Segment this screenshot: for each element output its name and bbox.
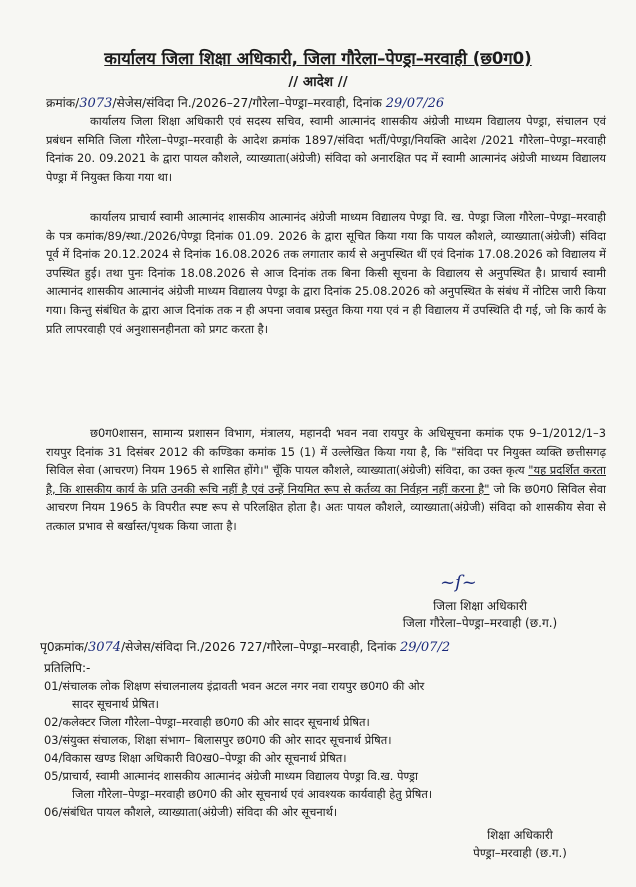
- copy-to-title: प्रतिलिपि:-: [44, 661, 91, 675]
- signature-block-2: [420, 826, 620, 862]
- ref-prefix: क्रमांक/: [46, 96, 80, 110]
- paragraph-appointment: कार्यालय जिला शिक्षा अधिकारी एवं सदस्य सचिव, स्वामी आत्मानंद शासकीय अंग्रेजी माध्यम विद्यालय पेण्ड्रा, संचालन एवं प्रबंधन समिति जिला गौरेला–पेण्ड्रा–मरवाही के आदेश क्रमांक 1897/संविदा भर्ती/पेण्ड्रा/नियक्ति आदेश /2021 गौरेला–पेण्ड्रा–मरवाही दिनांक 20. 09.2021 के द्वारा पायल कौशले, व्याख्याता(अंग्रेजी) संविदा को अनारक्षित पद में स्वामी आत्मानंद अंग्रेजी माध्यम विद्यालय पेण्ड्रा में नियुक्त किया गया था।: [46, 114, 606, 184]
- copy-ref-middle: /सेजेस/संविदा नि./2026 727/गौरेला–पेण्ड्रा–मरवाही, दिनांक: [121, 640, 400, 654]
- copy-ref-prefix: पृ0क्रमांक/: [40, 640, 88, 654]
- paragraph-dismissal: [46, 424, 606, 536]
- list-item: 06/संबंधित पायल कौशले, व्याख्याता(अंग्रेजी) संविदा की ओर सूचनार्थ।: [44, 805, 338, 819]
- dismissal-text-a: छ0ग0शासन, सामान्य प्रशासन विभाग, मंत्रालय, महानदी भवन नवा रायपुर के अधिसूचना कमांक एफ 9–1/2012/1–3 रायपुर दिनांक 31 दिसंबर 2012 की कण्डिका कमांक 15 (1) में उल्लेखित किया गया है, कि "संविदा पर नियुक्त व्यक्ति छत्तीसगढ़ सिविल सेवा (आचरण) नियम 1965 से शासित होंगे।" चूँकि पायल कौशले, व्याख्याता(अंग्रेजी) संविदा, का उक्त कृत्य: [46, 426, 606, 478]
- order-heading: // आदेश //: [288, 74, 348, 90]
- dismissal-text-b: जो कि छ0ग0 सिविल सेवा आचरण नियम 1965 के विपरीत स्पष्ट रूप से परिलक्षित होता है। अतः पायल कौशले, व्याख्याता(अंग्रेजी) संविदा को शासकीय सेवा से तत्काल प्रभाव से बर्खास्त/पृथक किया जाता है।: [46, 481, 606, 533]
- list-item: 01/संचालक लोक शिक्षण संचालनालय इंद्रावती भवन अटल नगर नवा रायपुर छ0ग0 की ओर सादर सूचनार्थ प्रेषित।: [44, 679, 425, 711]
- list-item: 02/कलेक्टर जिला गौरेला–पेण्ड्रा–मरवाही छ0ग0 की ओर सादर सूचनार्थ प्रेषित।: [44, 715, 370, 729]
- list-item: 03/संयुक्त संचालक, शिक्षा संभाग– बिलासपुर छ0ग0 की ओर सादर सूचनार्थ प्रेषित।: [44, 733, 392, 747]
- copy-ref-number: 3074: [87, 640, 122, 655]
- signature-block: [370, 598, 590, 632]
- ref-middle: /सेजेस/संविदा नि./2026–27/गौरेला–पेण्ड्रा–मरवाही, दिनांक: [112, 96, 386, 110]
- signature-designation: जिला शिक्षा अधिकारी: [433, 599, 527, 613]
- signature-office: जिला गौरेला–पेण्ड्रा–मरवाही (छ.ग.): [402, 616, 558, 630]
- copy-reference-line: [40, 638, 628, 655]
- ref-number: 3073: [79, 96, 113, 111]
- copy-to-list: [44, 677, 624, 821]
- list-item: 05/प्राचार्य, स्वामी आत्मानंद शासकीय आत्मानंद अंग्रेजी माध्यम विद्यालय पेण्ड्रा वि.ख. पेण्ड्रा जिला गौरेला–पेण्ड्रा–मरवाही छ0ग0 की ओर सूचनार्थ एवं आवश्यक कार्यवाही हेतु प्रेषित।: [44, 769, 433, 801]
- office-title: कार्यालय जिला शिक्षा अधिकारी, जिला गौरेला–पेण्ड्रा–मरवाही (छ0ग0): [104, 49, 532, 68]
- reference-line: [46, 94, 628, 111]
- signature2-designation: शिक्षा अधिकारी: [487, 828, 553, 842]
- copy-ref-date: 29/07/2: [399, 640, 451, 655]
- signature2-office: पेण्ड्रा–मरवाही (छ.ग.): [473, 846, 567, 860]
- paragraph-absence: कार्यालय प्राचार्य स्वामी आत्मानंद शासकीय आत्मानंद अंग्रेजी माध्यम विद्यालय पेण्ड्रा वि. ख. पेण्ड्रा जिला गौरेला–पेण्ड्रा–मरवाही के पत्र कमांक/89/स्था./2026/पेण्ड्रा दिनांक 01.09. 2026 के द्वारा सूचित किया गया कि पायल कौशले, व्याख्याता(अंग्रेजी) संविदा पूर्व में दिनांक 20.12.2024 से दिनांक 16.08.2026 तक लगातार कार्य से अनुपस्थित थीं एवं दिनांक 17.08.2026 को विद्यालय में उपस्थित हुई। तथा पुनः दिनांक 18.08.2026 से आज दिनांक तक बिना किसी सूचना के विद्यालय से अनुपस्थित है। प्राचार्य स्वामी आत्मानंद शासकीय आत्मानंद अंग्रेजी माध्यम विद्यालय पेण्ड्रा के द्वारा दिनांक 25.08.2026 को अनुपस्थित के संबंध में नोटिस जारी किया गया। किन्तु संबंधित के द्वारा आज दिनांक तक न ही अपना जवाब प्रस्तुत किया गया एवं न ही विद्यालय में उपस्थिति दी गई, जो कि कार्य के प्रति लापरवाही एवं अनुशासनहीनता को प्रगट करता है।: [46, 210, 606, 336]
- list-item: 04/विकास खण्ड शिक्षा अधिकारी वि0ख0–पेण्ड्रा की ओर सूचनार्थ प्रेषित।: [44, 751, 347, 765]
- handwritten-signature: ~ſ~: [440, 572, 477, 593]
- ref-date: 29/07/26: [385, 96, 445, 111]
- dismissal-quote: "यह प्रदर्शित करता है, कि शासकीय कार्य के प्रति उनकी रूचि नहीं है एवं उन्हें नियमित रूप से कर्तव्य का निर्वहन नहीं करना है": [46, 463, 606, 496]
